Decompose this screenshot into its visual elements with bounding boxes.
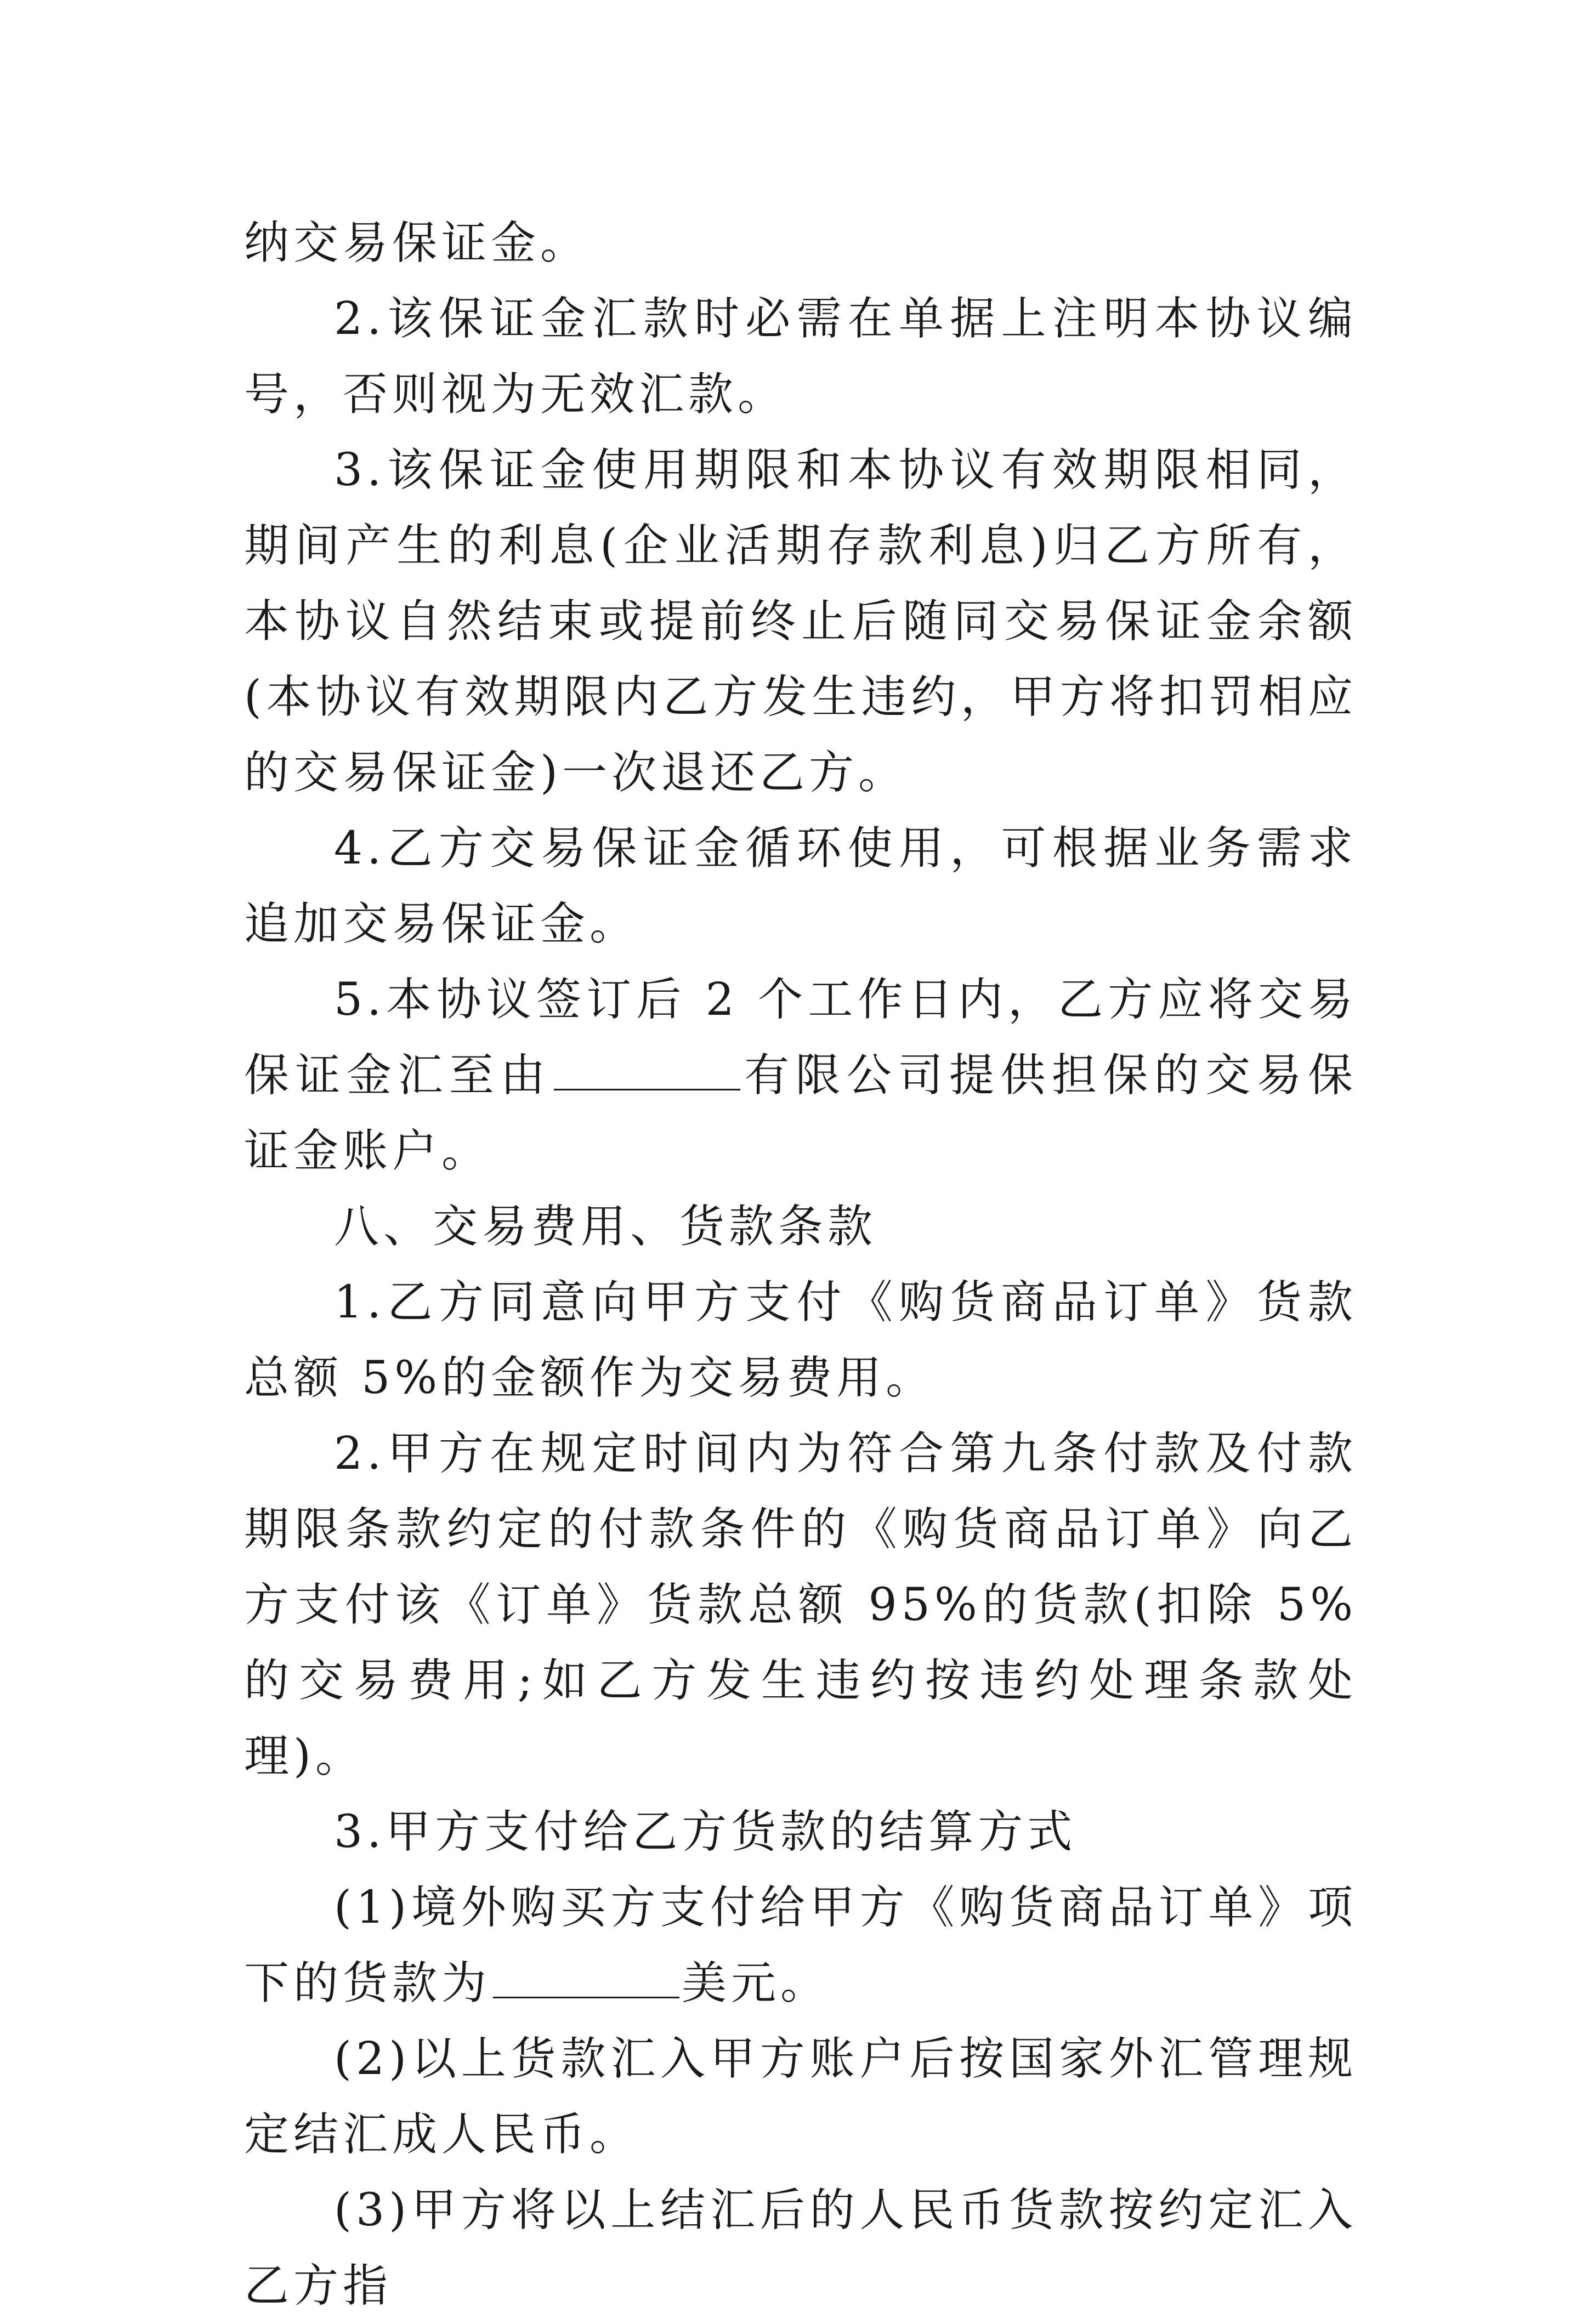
paragraph-settlement-2: (2)以上货款汇入甲方账户后按国家外汇管理规定结汇成人民币。 bbox=[244, 2033, 1357, 2161]
usd-amount-blank bbox=[493, 1964, 679, 1998]
clause-5-text-after: 有限公司提供担保的交易保证金账户。 bbox=[244, 1049, 1357, 1177]
settlement-1-text-after: 美元。 bbox=[682, 1957, 830, 2009]
paragraph-continuation: 纳交易保证金。 bbox=[244, 217, 590, 269]
section-heading-8: 八、交易费用、货款条款 bbox=[334, 1201, 877, 1253]
paragraph-settlement-1 bbox=[244, 1870, 1357, 2021]
paragraph-clause-4: 4.乙方交易保证金循环使用，可根据业务需求追加交易保证金。 bbox=[244, 822, 1357, 950]
paragraph-fee-1: 1.乙方同意向甲方支付《购货商品订单》货款总额 5%的金额作为交易费用。 bbox=[244, 1276, 1357, 1404]
clause-5-text-before: 5.本协议签订后 2 个工作日内，乙方应将交易保证金汇至由 bbox=[244, 974, 1357, 1101]
company-name-blank bbox=[554, 1056, 740, 1090]
paragraph-fee-2: 2.甲方在规定时间内为符合第九条付款及付款期限条款约定的付款条件的《购货商品订单》向乙方支付该《订单》货款总额 95%的货款(扣除 5%的交易费用;如乙方发生违约按违约处理条款处理)。 bbox=[244, 1428, 1357, 1782]
paragraph-clause-5 bbox=[244, 962, 1357, 1189]
paragraph-fee-3: 3.甲方支付给乙方货款的结算方式 bbox=[334, 1806, 1077, 1858]
paragraph-clause-3: 3.该保证金使用期限和本协议有效期限相同，期间产生的利息(企业活期存款利息)归乙方所有，本协议自然结束或提前终止后随同交易保证金余额(本协议有效期限内乙方发生违约，甲方将扣罚相应的交易保证金)一次退还乙方。 bbox=[244, 444, 1357, 799]
paragraph-settlement-3: (3)甲方将以上结汇后的人民币货款按约定汇入乙方指 bbox=[244, 2184, 1357, 2312]
settlement-1-text-before: (1)境外购买方支付给甲方《购货商品订单》项下的货款为 bbox=[244, 1882, 1357, 2009]
document-body bbox=[244, 206, 1357, 2324]
paragraph-clause-2: 2.该保证金汇款时必需在单据上注明本协议编号，否则视为无效汇款。 bbox=[244, 293, 1357, 421]
